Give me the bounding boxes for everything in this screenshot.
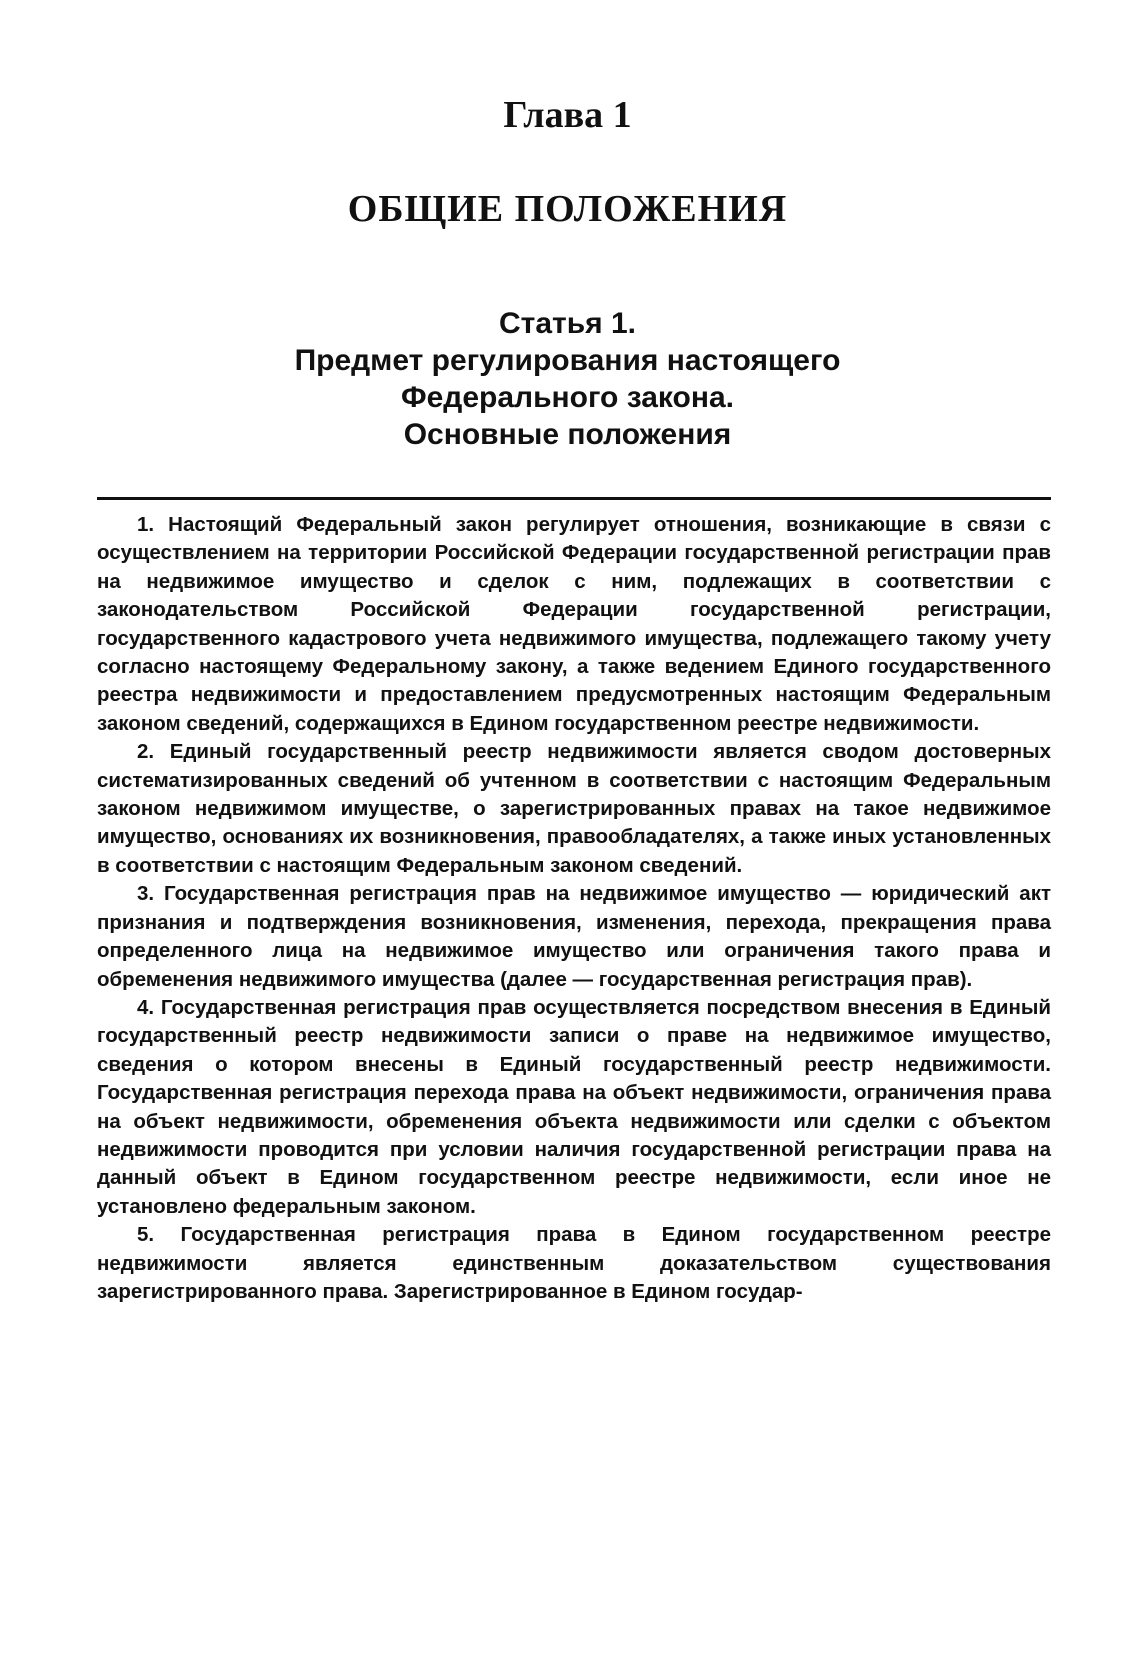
paragraph-3: 3. Государственная регистрация прав на недвижимое имущество — юридический акт признания и подтверждения возникновения, изменения, перехода, прекращения права определенного лица на недвижимое имущество или ограничения такого права и обременения недвижимого имущества (далее — государственная регистрация прав). — [97, 882, 1051, 991]
article-heading-line: Федерального закона. — [400, 381, 735, 414]
paragraph-4: 4. Государственная регистрация прав осуществляется посредством внесения в Единый государственный реестр недвижимости записи о праве на недвижимое имущество, сведения о котором внесены в Единый государственный реестр недвижимости. Государственная регистрация перехода права на объект недвижимости, ограничения права на объект недвижимости, обременения объекта недвижимости или сделки с объектом недвижимости проводится при условии наличия государственной регистрации права на данный объект в Едином государственном реестре недвижимости, если иное не установлено федеральным законом. — [97, 995, 1051, 1218]
article-heading — [0, 305, 1135, 453]
paragraph-5: 5. Государственная регистрация права в Едином государственном реестре недвижимости является единственным доказательством существования зарегистрированного права. Зарегистрированное в Едином государ- — [97, 1223, 1051, 1303]
article-heading-line: Предмет регулирования настоящего — [294, 344, 841, 377]
article-body — [97, 511, 1051, 1306]
paragraph-1: 1. Настоящий Федеральный закон регулирует отношения, возникающие в связи с осуществлением на территории Российской Федерации государственной регистрации прав на недвижимое имущество и сделок с ним, подлежащих в соответствии с законодательством Российской Федерации государственной регистрации, государственного кадастрового учета недвижимого имущества, подлежащего такому учету согласно настоящему Федеральному закону, а также ведением Единого государственного реестра недвижимости и предоставлением предусмотренных настоящим Федеральным законом сведений, содержащихся в Едином государственном реестре недвижимости. — [97, 513, 1051, 735]
article-heading-line: Основные положения — [403, 418, 732, 451]
chapter-number: Глава 1 — [503, 94, 632, 136]
paragraph-2: 2. Единый государственный реестр недвижимости является сводом достоверных систематизированных сведений об учтенном в соответствии с настоящим Федеральным законом недвижимом имуществе, о зарегистрированных правах на такое недвижимое имущество, основаниях их возникновения, правообладателях, а также иных установленных в соответствии с настоящим Федеральным законом сведений. — [97, 740, 1051, 877]
chapter-title: ОБЩИЕ ПОЛОЖЕНИЯ — [347, 188, 788, 230]
section-divider — [97, 497, 1051, 500]
article-heading-line: Статья 1. — [498, 307, 637, 340]
